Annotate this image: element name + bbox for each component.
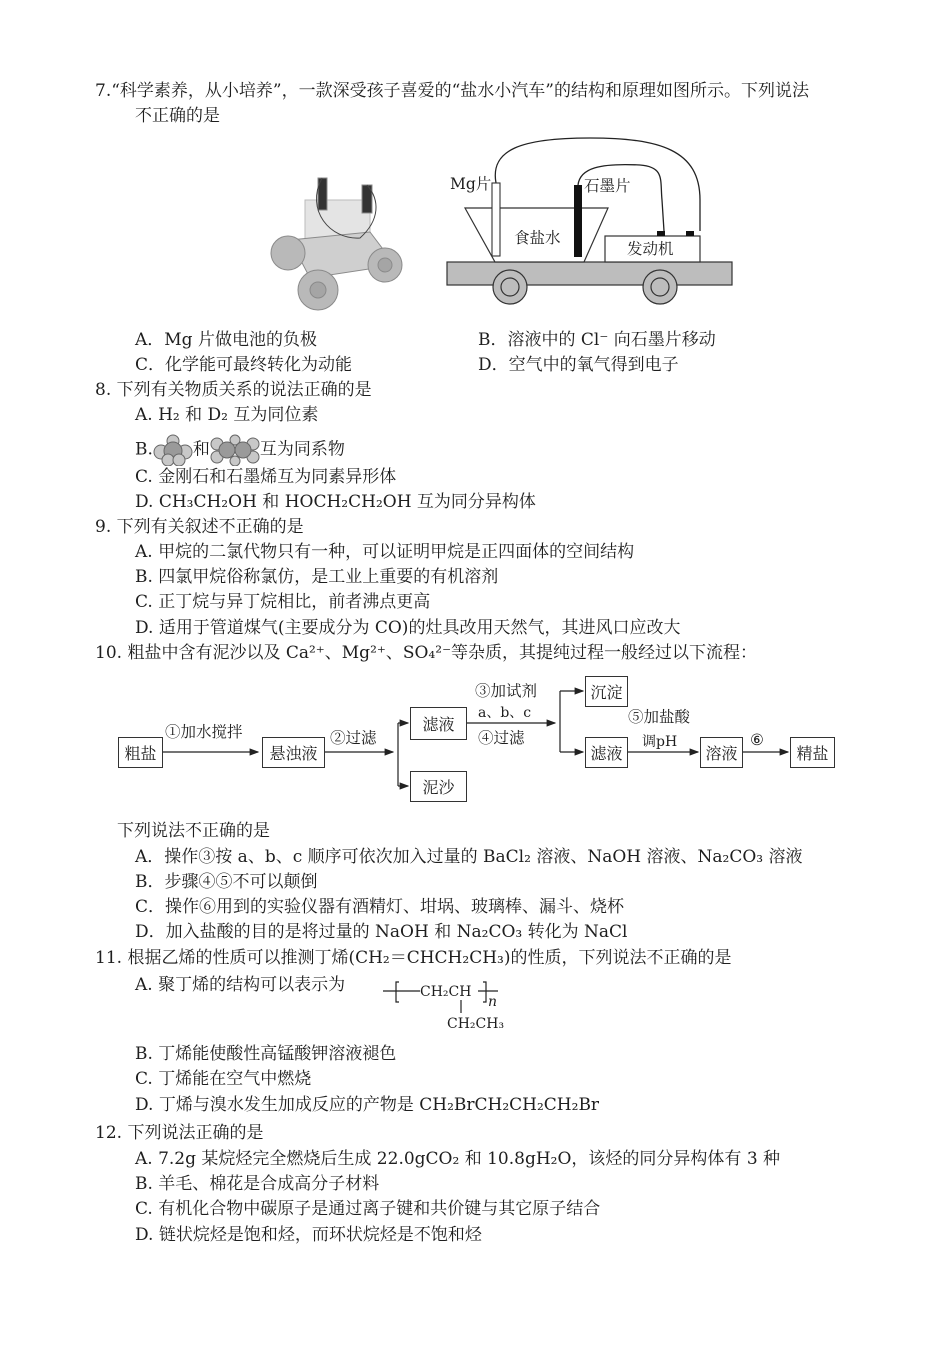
q10-option-b: B．步骤④⑤不可以颠倒 bbox=[135, 872, 318, 892]
q8-option-b-and: 和 bbox=[192, 439, 210, 460]
q7-stem-cont: 不正确的是 bbox=[135, 106, 220, 126]
q10-option-a: A．操作③按 a、b、c 顺序可依次加入过量的 BaCl₂ 溶液、NaOH 溶液、Na₂CO₃ 溶液 bbox=[135, 847, 803, 867]
q9-option-c: C. 正丁烷与异丁烷相比，前者沸点更高 bbox=[135, 592, 431, 612]
q10-sub-stem: 下列说法不正确的是 bbox=[117, 821, 270, 841]
graphite-strip-label: 石墨片 bbox=[584, 177, 631, 195]
precipitate-box: 沉淀 bbox=[585, 676, 628, 707]
step5-label: ⑤加盐酸 bbox=[628, 708, 691, 726]
q11-option-a: A. 聚丁烯的结构可以表示为 bbox=[135, 975, 346, 995]
q8-option-b-prefix: B. bbox=[135, 439, 153, 460]
q7-option-b: B．溶液中的 Cl⁻ 向石墨片移动 bbox=[478, 330, 716, 350]
q9-stem: 9. 下列有关叙述不正确的是 bbox=[95, 517, 304, 537]
solution-box: 溶液 bbox=[700, 737, 743, 768]
q9-option-a: A. 甲烷的二氯代物只有一种，可以证明甲烷是正四面体的空间结构 bbox=[135, 542, 635, 562]
q11-option-c: C. 丁烯能在空气中燃烧 bbox=[135, 1069, 312, 1089]
q8-option-a: A. H₂ 和 D₂ 互为同位素 bbox=[135, 405, 319, 425]
filtrate2-box: 滤液 bbox=[585, 737, 628, 768]
q12-option-d: D. 链状烷烃是饱和烃，而环状烷烃是不饱和烃 bbox=[135, 1225, 482, 1245]
polymer-n-subscript: n bbox=[488, 994, 498, 1010]
sand-box: 泥沙 bbox=[410, 771, 467, 802]
q8-option-c: C. 金刚石和石墨烯互为同素异形体 bbox=[135, 467, 397, 487]
q11-option-b: B. 丁烯能使酸性高锰酸钾溶液褪色 bbox=[135, 1044, 397, 1064]
step6-label: ⑥ bbox=[750, 731, 764, 749]
q7-option-a: A．Mg 片做电池的负极 bbox=[135, 330, 317, 350]
mg-strip-label: Mg片 bbox=[450, 175, 492, 193]
q7-option-d: D．空气中的氧气得到电子 bbox=[478, 355, 679, 375]
adjust-ph-label: 调pH bbox=[642, 734, 678, 750]
salt-water-label: 食盐水 bbox=[514, 229, 561, 247]
q12-option-b: B. 羊毛、棉花是合成高分子材料 bbox=[135, 1174, 380, 1194]
suspension-box: 悬浊液 bbox=[262, 737, 325, 768]
q12-stem: 12. 下列说法正确的是 bbox=[95, 1123, 264, 1143]
q9-option-d: D. 适用于管道煤气(主要成分为 CO)的灶具改用天然气，其进风口应改大 bbox=[135, 618, 681, 638]
q7-stem: 7.“科学素养，从小培养”，一款深受孩子喜爱的“盐水小汽车”的结构和原理如图所示。下列说法 bbox=[95, 81, 809, 101]
q8-option-b-suffix: 互为同系物 bbox=[259, 439, 345, 460]
polymer-chain-text: CH₂CH bbox=[420, 984, 472, 1000]
q10-stem: 10. 粗盐中含有泥沙以及 Ca²⁺、Mg²⁺、SO₄²⁻等杂质，其提纯过程一般经过以下流程： bbox=[95, 643, 758, 663]
q7-option-c: C．化学能可最终转化为动能 bbox=[135, 355, 353, 375]
q11-option-d: D. 丁烯与溴水发生加成反应的产物是 CH₂BrCH₂CH₂CH₂Br bbox=[135, 1095, 600, 1115]
q10-option-d: D．加入盐酸的目的是将过量的 NaOH 和 Na₂CO₃ 转化为 NaCl bbox=[135, 922, 628, 942]
q12-option-c: C. 有机化合物中碳原子是通过离子键和共价键与其它原子结合 bbox=[135, 1199, 601, 1219]
motor-label: 发动机 bbox=[627, 240, 674, 258]
q9-option-b: B. 四氯甲烷俗称氯仿，是工业上重要的有机溶剂 bbox=[135, 567, 499, 587]
step4-label: ④过滤 bbox=[478, 729, 525, 747]
q11-stem: 11. 根据乙烯的性质可以推测丁烯(CH₂＝CHCH₂CH₃)的性质，下列说法不正确的是 bbox=[95, 948, 732, 968]
q8-option-d: D. CH₃CH₂OH 和 HOCH₂CH₂OH 互为同分异构体 bbox=[135, 492, 536, 512]
step1-label: ①加水搅拌 bbox=[165, 723, 243, 741]
crude-salt-box: 粗盐 bbox=[118, 737, 163, 768]
q10-option-c: C．操作⑥用到的实验仪器有酒精灯、坩埚、玻璃棒、漏斗、烧杯 bbox=[135, 897, 625, 917]
reagents-label: a、b、c bbox=[478, 705, 532, 721]
step3-label: ③加试剂 bbox=[475, 682, 538, 700]
pure-salt-box: 精盐 bbox=[790, 737, 835, 768]
filtrate1-box: 滤液 bbox=[410, 707, 467, 740]
step2-label: ②过滤 bbox=[330, 729, 377, 747]
q8-stem: 8. 下列有关物质关系的说法正确的是 bbox=[95, 380, 372, 400]
polymer-branch-text: CH₂CH₃ bbox=[447, 1016, 505, 1032]
q12-option-a: A. 7.2g 某烷烃完全燃烧后生成 22.0gCO₂ 和 10.8gH₂O，该烃的同分异构体有 3 种 bbox=[135, 1149, 781, 1169]
